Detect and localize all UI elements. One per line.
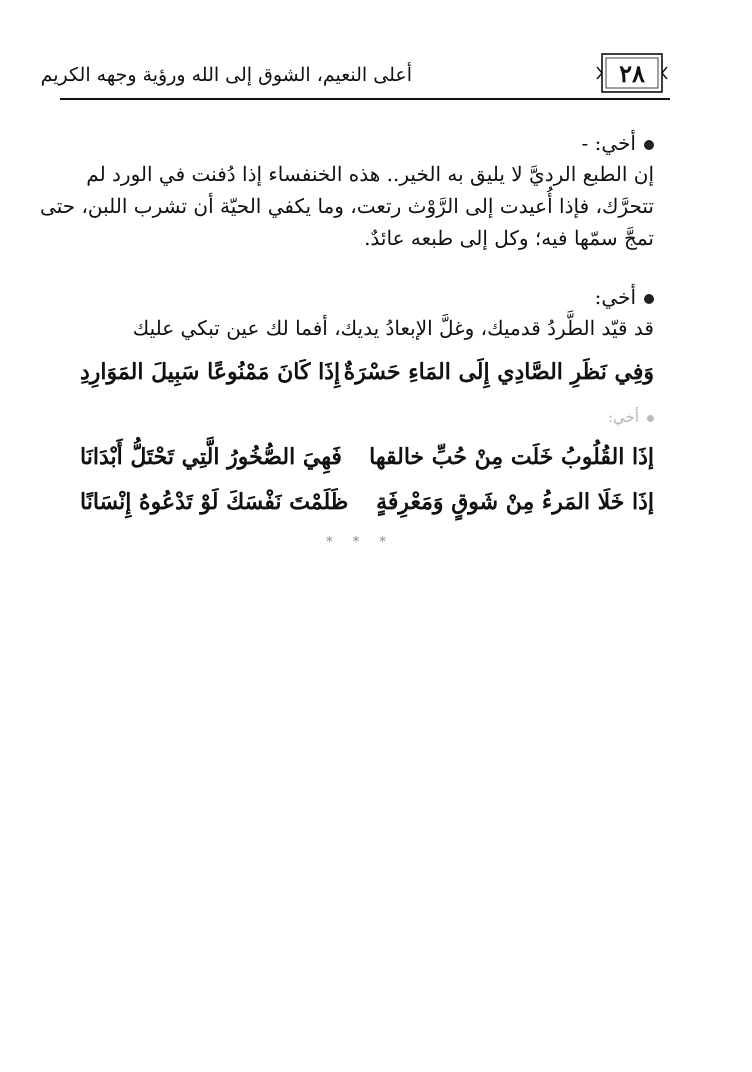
paragraph-line: تتحرَّك، فإذا أُعيدت إلى الرَّوْث رتعت، وما يكفي الحيّة أن تشرب اللبن، حتى bbox=[40, 194, 654, 218]
header-rule bbox=[60, 98, 670, 100]
running-title: أعلى النعيم، الشوق إلى الله ورؤية وجهه الكريم bbox=[40, 64, 412, 86]
section-2-line: قد قيّد الطَّردُ قدميك، وغلَّ الإبعادُ يديك، أفما لك عين تبكي عليك bbox=[132, 316, 654, 340]
verse-first-hemistich: إذَا القُلُوبُ خَلَت مِنْ حُبِّ خالقها bbox=[369, 444, 654, 470]
section-1-paragraph bbox=[40, 158, 654, 254]
page-number: ٢٨ bbox=[619, 58, 645, 88]
verse-second-hemistich: ظَلَمْتَ نَفْسَكَ لَوْ تَدْعُوهُ إِنْسَانًا bbox=[80, 489, 349, 515]
verse-first-hemistich: وَفِي نَظَرِ الصَّادِي إِلَى المَاءِ حَسْرَةٌ bbox=[343, 359, 654, 385]
verse-second-hemistich: إِذَا كَانَ مَمْنُوعًا سَبِيلَ المَوَارِدِ bbox=[80, 359, 341, 385]
section-3 bbox=[64, 402, 654, 432]
section-3-heading: أخي: bbox=[64, 402, 654, 432]
page-number-frame bbox=[596, 50, 668, 96]
section-2 bbox=[64, 282, 654, 344]
verse-first-hemistich: إذَا خَلَا المَرءُ مِنْ شَوقٍ وَمَعْرِفَةٍ bbox=[376, 489, 654, 515]
paragraph-line: إن الطبع الرديَّ لا يليق به الخير.. هذه الخنفساء إذا دُفنت في الورد لم bbox=[86, 162, 654, 186]
section-1 bbox=[40, 128, 654, 254]
section-separator: * * * bbox=[326, 535, 394, 550]
verse-second-hemistich: فَهِيَ الصُّخُورُ الَّتِي تَحْتَلُّ أَبْدَانَا bbox=[80, 444, 342, 470]
section-1-heading: أخي: - bbox=[64, 128, 654, 158]
bullet-icon bbox=[644, 140, 654, 150]
bullet-icon bbox=[644, 294, 654, 304]
verse-line bbox=[80, 352, 654, 392]
verse-line bbox=[80, 482, 654, 522]
paragraph-line: تمجَّ سمّها فيه؛ وكل إلى طبعه عائدٌ. bbox=[364, 226, 654, 250]
bullet-icon bbox=[647, 415, 654, 422]
section-2-heading: أخي: bbox=[64, 282, 654, 312]
verse-line bbox=[80, 437, 654, 477]
